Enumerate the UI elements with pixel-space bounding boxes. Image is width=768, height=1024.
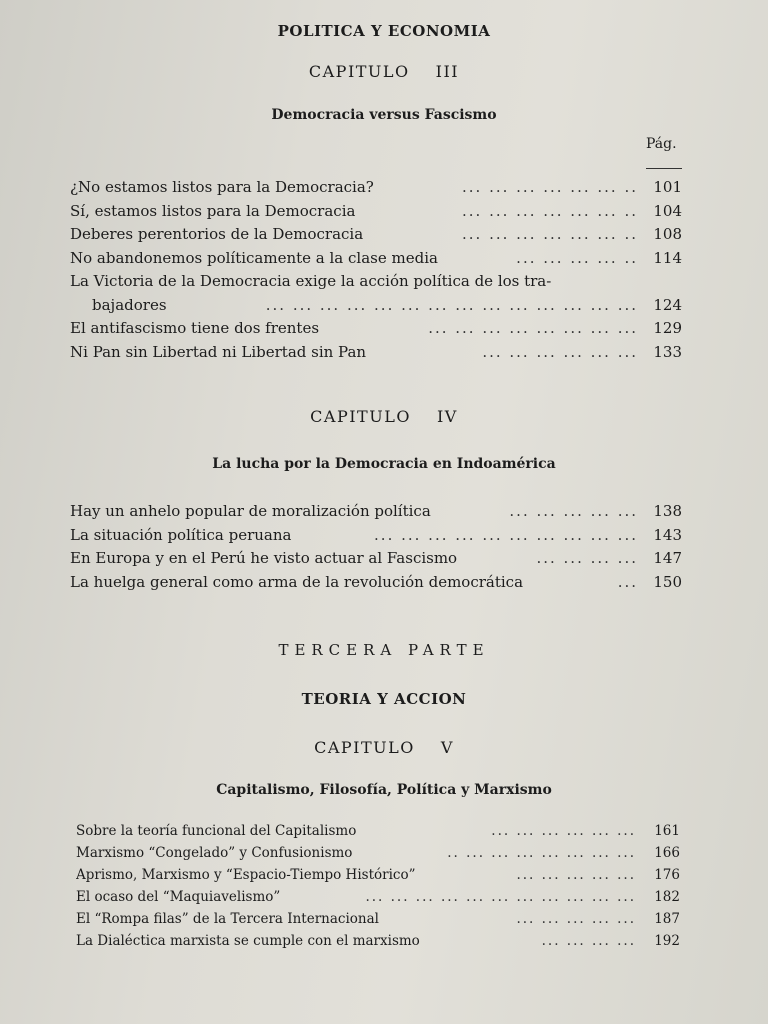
toc-entry: No abandonemos políticamente a la clase media ... ... ... ... .. 114 (70, 248, 682, 267)
chapter-3-toc (70, 176, 682, 364)
toc-entry: El antifascismo tiene dos frentes ... ... ... ... ... ... ... ... 129 (70, 319, 682, 337)
chapter-4-toc (70, 500, 682, 594)
toc-entry: Sí, estamos listos para la Democracia ... ... ... ... ... ... .. 104 (70, 201, 682, 220)
chapter-3-title: Democracia versus Fascismo (271, 107, 497, 123)
toc-entry-continuation: bajadores ... ... ... ... ... ... ... ... ... ... ... ... ... ... 124 (92, 295, 682, 314)
toc-entry: Aprismo, Marxismo y “Espacio-Tiempo Histórico” ... ... ... ... ... 176 (76, 867, 680, 883)
page-column-rule (646, 168, 682, 169)
toc-entry: El ocaso del “Maquiavelismo” ... ... ... ... ... ... ... ... ... ... ... 182 (76, 889, 680, 905)
page-column-label: Pág. (646, 136, 677, 152)
chapter-4-heading (0, 407, 768, 426)
toc-entry: Deberes perentorios de la Democracia ... ... ... ... ... ... .. 108 (70, 225, 682, 243)
part-title: TEORIA Y ACCION (301, 690, 467, 708)
chapter-5-number: V (440, 738, 454, 757)
toc-entry: Marxismo “Congelado” y Confusionismo .. ... ... ... ... ... ... ... 166 (76, 845, 680, 861)
chapter-5-heading (0, 738, 768, 757)
toc-entry: ¿No estamos listos para la Democracia? ... ... ... ... ... ... .. 101 (70, 178, 682, 196)
toc-entry: La situación política peruana ... ... ... ... ... ... ... ... ... ... 143 (70, 525, 682, 544)
chapter-4-number: IV (436, 407, 458, 426)
chapter-5-title: Capitalismo, Filosofía, Política y Marxismo (216, 782, 552, 798)
chapter-4-title: La lucha por la Democracia en Indoamérica (212, 456, 556, 472)
toc-entry: La huelga general como arma de la revolución democrática ... 150 (70, 572, 682, 591)
chapter-3-label: CAPITULO (308, 62, 410, 81)
chapter-3-number: III (435, 62, 460, 81)
toc-entry: Hay un anhelo popular de moralización política ... ... ... ... ... 138 (70, 502, 682, 520)
chapter-3-heading (0, 62, 768, 81)
toc-entry: El “Rompa filas” de la Tercera Internacional ... ... ... ... ... 187 (76, 911, 680, 927)
toc-entry: En Europa y en el Perú he visto actuar al Fascismo ... ... ... ... 147 (70, 549, 682, 567)
chapter-4-label: CAPITULO (310, 407, 411, 426)
chapter-5-label: CAPITULO (314, 738, 415, 757)
part-label: TERCERA PARTE (278, 641, 490, 659)
toc-entry: La Dialéctica marxista se cumple con el marxismo ... ... ... ... 192 (76, 933, 680, 949)
toc-entry: Sobre la teoría funcional del Capitalismo ... ... ... ... ... ... 161 (76, 823, 680, 839)
toc-entry: Ni Pan sin Libertad ni Libertad sin Pan ... ... ... ... ... ... 133 (70, 342, 682, 361)
running-head: POLITICA Y ECONOMIA (277, 22, 491, 40)
chapter-5-toc (76, 820, 680, 952)
toc-entry: La Victoria de la Democracia exige la acción política de los tra- (70, 272, 552, 290)
